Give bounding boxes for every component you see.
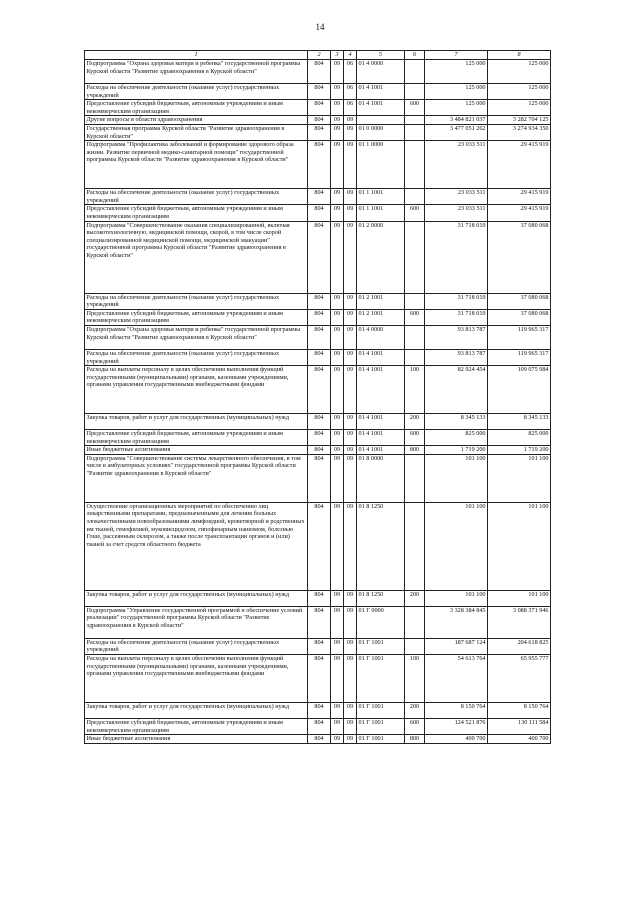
section-code-cell: 09 bbox=[331, 719, 344, 735]
amount-year2-cell: 29 415 919 bbox=[488, 189, 551, 205]
subsection-code-cell: 09 bbox=[344, 325, 357, 349]
subsection-code-cell: 09 bbox=[344, 414, 357, 430]
amount-year1-cell: 54 613 764 bbox=[425, 655, 488, 703]
budget-table bbox=[84, 50, 551, 744]
expense-type-cell bbox=[405, 293, 425, 309]
section-code-cell: 09 bbox=[331, 366, 344, 414]
amount-year2-cell: 109 075 984 bbox=[488, 366, 551, 414]
target-article-cell: 01 Г 1001 bbox=[357, 719, 405, 735]
row-name-cell: Подпрограмма "Профилактика заболеваний и формирование здорового образа жизни. Развитие первичной медико-санитарной помощи" государственной программы Курской области "Развитие здравоохранения в Курской области" bbox=[85, 141, 308, 189]
section-code-cell: 09 bbox=[331, 606, 344, 638]
table-row bbox=[85, 141, 551, 189]
grbs-code-cell: 804 bbox=[308, 638, 331, 654]
amount-year1-cell: 93 813 787 bbox=[425, 349, 488, 365]
subsection-code-cell: 09 bbox=[344, 205, 357, 221]
row-name-cell: Предоставление субсидий бюджетным, автономным учреждениям и иным некоммерческим организациям bbox=[85, 100, 308, 116]
amount-year2-cell: 1 719 200 bbox=[488, 446, 551, 455]
amount-year2-cell: 37 080 068 bbox=[488, 309, 551, 325]
subsection-code-cell: 09 bbox=[344, 502, 357, 590]
grbs-code-cell: 804 bbox=[308, 221, 331, 293]
target-article-cell: 01 1 1001 bbox=[357, 205, 405, 221]
table-row bbox=[85, 221, 551, 293]
section-code-cell: 09 bbox=[331, 446, 344, 455]
amount-year1-cell: 3 484 821 037 bbox=[425, 116, 488, 125]
row-name-cell: Предоставление субсидий бюджетным, автономным учреждениям и иным некоммерческим организациям bbox=[85, 430, 308, 446]
subsection-code-cell: 09 bbox=[344, 366, 357, 414]
subsection-code-cell: 09 bbox=[344, 430, 357, 446]
section-code-cell: 09 bbox=[331, 325, 344, 349]
section-code-cell: 09 bbox=[331, 349, 344, 365]
row-name-cell: Другие вопросы в области здравоохранения bbox=[85, 116, 308, 125]
amount-year1-cell: 187 687 124 bbox=[425, 638, 488, 654]
amount-year1-cell: 31 718 019 bbox=[425, 221, 488, 293]
grbs-code-cell: 804 bbox=[308, 84, 331, 100]
expense-type-cell: 600 bbox=[405, 100, 425, 116]
target-article-cell: 01 8 0000 bbox=[357, 454, 405, 502]
table-row bbox=[85, 60, 551, 84]
grbs-code-cell: 804 bbox=[308, 366, 331, 414]
grbs-code-cell: 804 bbox=[308, 293, 331, 309]
table-row bbox=[85, 366, 551, 414]
subsection-code-cell: 09 bbox=[344, 116, 357, 125]
section-code-cell: 09 bbox=[331, 454, 344, 502]
table-row bbox=[85, 100, 551, 116]
amount-year2-cell: 101 100 bbox=[488, 502, 551, 590]
grbs-code-cell: 804 bbox=[308, 454, 331, 502]
target-article-cell: 01 4 1001 bbox=[357, 366, 405, 414]
amount-year1-cell: 101 100 bbox=[425, 454, 488, 502]
target-article-cell: 01 8 1250 bbox=[357, 590, 405, 606]
amount-year2-cell: 3 274 934 350 bbox=[488, 124, 551, 140]
subsection-code-cell: 06 bbox=[344, 100, 357, 116]
amount-year2-cell: 8 345 133 bbox=[488, 414, 551, 430]
amount-year1-cell: 3 477 051 262 bbox=[425, 124, 488, 140]
row-name-cell: Предоставление субсидий бюджетным, автономным учреждениям и иным некоммерческим организациям bbox=[85, 205, 308, 221]
section-code-cell: 09 bbox=[331, 309, 344, 325]
amount-year1-cell: 31 718 019 bbox=[425, 293, 488, 309]
grbs-code-cell: 804 bbox=[308, 309, 331, 325]
row-name-cell: Расходы на обеспечение деятельности (оказание услуг) государственных учреждений bbox=[85, 84, 308, 100]
amount-year2-cell: 8 150 764 bbox=[488, 703, 551, 719]
subsection-code-cell: 09 bbox=[344, 221, 357, 293]
row-name-cell: Расходы на обеспечение деятельности (оказание услуг) государственных учреждений bbox=[85, 293, 308, 309]
amount-year1-cell: 125 000 bbox=[425, 84, 488, 100]
expense-type-cell: 600 bbox=[405, 205, 425, 221]
row-name-cell: Расходы на обеспечение деятельности (оказание услуг) государственных учреждений bbox=[85, 189, 308, 205]
row-name-cell: Подпрограмма "Совершенствование оказания специализированной, включая высокотехнологичную, медицинской помощи, скорой, в том числе скорой специализированной медицинской помощи, медицинской эвакуации" государственной программы Курской области "Развитие здравоохранения в Курской области" bbox=[85, 221, 308, 293]
amount-year2-cell: 3 282 704 125 bbox=[488, 116, 551, 125]
amount-year1-cell: 400 700 bbox=[425, 735, 488, 744]
row-name-cell: Подпрограмма "Управление государственной программой и обеспечение условий реализации" государственной программы Курской области "Развитие здравоохранения в Курской области" bbox=[85, 606, 308, 638]
expense-type-cell bbox=[405, 325, 425, 349]
target-article-cell: 01 Г 1001 bbox=[357, 655, 405, 703]
target-article-cell: 01 2 1001 bbox=[357, 309, 405, 325]
table-row bbox=[85, 325, 551, 349]
grbs-code-cell: 804 bbox=[308, 735, 331, 744]
section-code-cell: 09 bbox=[331, 655, 344, 703]
table-row bbox=[85, 502, 551, 590]
amount-year2-cell: 3 088 371 946 bbox=[488, 606, 551, 638]
amount-year2-cell: 825 000 bbox=[488, 430, 551, 446]
target-article-cell: 01 8 1250 bbox=[357, 502, 405, 590]
section-code-cell: 09 bbox=[331, 638, 344, 654]
section-code-cell: 09 bbox=[331, 141, 344, 189]
expense-type-cell bbox=[405, 141, 425, 189]
grbs-code-cell: 804 bbox=[308, 502, 331, 590]
table-row bbox=[85, 414, 551, 430]
expense-type-cell bbox=[405, 221, 425, 293]
table-row bbox=[85, 606, 551, 638]
row-name-cell: Государственная программа Курской области "Развитие здравоохранения в Курской области" bbox=[85, 124, 308, 140]
target-article-cell: 01 4 1001 bbox=[357, 430, 405, 446]
section-code-cell: 09 bbox=[331, 84, 344, 100]
target-article-cell: 01 4 1001 bbox=[357, 446, 405, 455]
subsection-code-cell: 09 bbox=[344, 124, 357, 140]
row-name-cell: Иные бюджетные ассигнования bbox=[85, 446, 308, 455]
page-number: 14 bbox=[315, 22, 325, 32]
grbs-code-cell: 804 bbox=[308, 205, 331, 221]
amount-year1-cell: 101 100 bbox=[425, 590, 488, 606]
section-code-cell: 09 bbox=[331, 703, 344, 719]
grbs-code-cell: 804 bbox=[308, 703, 331, 719]
amount-year2-cell: 37 080 068 bbox=[488, 221, 551, 293]
column-header: 4 bbox=[344, 51, 357, 60]
table-row bbox=[85, 116, 551, 125]
target-article-cell: 01 Г 0000 bbox=[357, 606, 405, 638]
expense-type-cell: 200 bbox=[405, 414, 425, 430]
section-code-cell: 09 bbox=[331, 116, 344, 125]
amount-year1-cell: 125 000 bbox=[425, 100, 488, 116]
subsection-code-cell: 06 bbox=[344, 84, 357, 100]
amount-year1-cell: 3 328 384 845 bbox=[425, 606, 488, 638]
table-row bbox=[85, 655, 551, 703]
amount-year2-cell: 125 000 bbox=[488, 84, 551, 100]
target-article-cell: 01 Г 1001 bbox=[357, 735, 405, 744]
subsection-code-cell: 09 bbox=[344, 655, 357, 703]
table-row bbox=[85, 454, 551, 502]
subsection-code-cell: 09 bbox=[344, 590, 357, 606]
amount-year2-cell: 125 000 bbox=[488, 60, 551, 84]
table-row bbox=[85, 703, 551, 719]
expense-type-cell: 600 bbox=[405, 719, 425, 735]
table-row bbox=[85, 719, 551, 735]
expense-type-cell: 800 bbox=[405, 446, 425, 455]
table-row bbox=[85, 349, 551, 365]
grbs-code-cell: 804 bbox=[308, 606, 331, 638]
expense-type-cell: 100 bbox=[405, 366, 425, 414]
amount-year1-cell: 125 000 bbox=[425, 60, 488, 84]
section-code-cell: 09 bbox=[331, 735, 344, 744]
column-header: 6 bbox=[405, 51, 425, 60]
subsection-code-cell: 09 bbox=[344, 189, 357, 205]
section-code-cell: 09 bbox=[331, 60, 344, 84]
target-article-cell: 01 1 0000 bbox=[357, 141, 405, 189]
expense-type-cell bbox=[405, 349, 425, 365]
expense-type-cell: 100 bbox=[405, 655, 425, 703]
expense-type-cell: 800 bbox=[405, 735, 425, 744]
amount-year1-cell: 23 033 511 bbox=[425, 205, 488, 221]
amount-year2-cell: 119 965 317 bbox=[488, 349, 551, 365]
subsection-code-cell: 09 bbox=[344, 719, 357, 735]
column-header: 7 bbox=[425, 51, 488, 60]
subsection-code-cell: 09 bbox=[344, 141, 357, 189]
target-article-cell: 01 4 1001 bbox=[357, 100, 405, 116]
expense-type-cell bbox=[405, 84, 425, 100]
target-article-cell: 01 Г 1001 bbox=[357, 703, 405, 719]
grbs-code-cell: 804 bbox=[308, 124, 331, 140]
subsection-code-cell: 09 bbox=[344, 606, 357, 638]
row-name-cell: Предоставление субсидий бюджетным, автономным учреждениям и иным некоммерческим организациям bbox=[85, 719, 308, 735]
amount-year1-cell: 8 345 133 bbox=[425, 414, 488, 430]
expense-type-cell bbox=[405, 606, 425, 638]
table-row bbox=[85, 309, 551, 325]
table-row bbox=[85, 189, 551, 205]
column-header: 1 bbox=[85, 51, 308, 60]
subsection-code-cell: 09 bbox=[344, 349, 357, 365]
row-name-cell: Расходы на выплаты персоналу в целях обеспечения выполнения функций государственными (муниципальными) органами, казенными учреждениями, органами управления государственными внебюджетными фондами bbox=[85, 366, 308, 414]
section-code-cell: 09 bbox=[331, 189, 344, 205]
section-code-cell: 09 bbox=[331, 205, 344, 221]
amount-year1-cell: 124 521 876 bbox=[425, 719, 488, 735]
table-row bbox=[85, 446, 551, 455]
row-name-cell: Закупка товаров, работ и услуг для государственных (муниципальных) нужд bbox=[85, 590, 308, 606]
subsection-code-cell: 09 bbox=[344, 735, 357, 744]
target-article-cell: 01 Г 1001 bbox=[357, 638, 405, 654]
grbs-code-cell: 804 bbox=[308, 189, 331, 205]
target-article-cell: 01 4 0000 bbox=[357, 325, 405, 349]
expense-type-cell: 600 bbox=[405, 430, 425, 446]
section-code-cell: 09 bbox=[331, 124, 344, 140]
subsection-code-cell: 06 bbox=[344, 60, 357, 84]
amount-year1-cell: 82 924 454 bbox=[425, 366, 488, 414]
amount-year1-cell: 31 718 019 bbox=[425, 309, 488, 325]
section-code-cell: 09 bbox=[331, 414, 344, 430]
target-article-cell: 01 1 1001 bbox=[357, 189, 405, 205]
table-row bbox=[85, 205, 551, 221]
expense-type-cell bbox=[405, 638, 425, 654]
section-code-cell: 09 bbox=[331, 293, 344, 309]
target-article-cell: 01 0 0000 bbox=[357, 124, 405, 140]
grbs-code-cell: 804 bbox=[308, 349, 331, 365]
grbs-code-cell: 804 bbox=[308, 325, 331, 349]
grbs-code-cell: 804 bbox=[308, 655, 331, 703]
expense-type-cell bbox=[405, 60, 425, 84]
target-article-cell: 01 4 0000 bbox=[357, 60, 405, 84]
amount-year1-cell: 825 000 bbox=[425, 430, 488, 446]
table-row bbox=[85, 590, 551, 606]
row-name-cell: Расходы на обеспечение деятельности (оказание услуг) государственных учреждений bbox=[85, 638, 308, 654]
row-name-cell: Иные бюджетные ассигнования bbox=[85, 735, 308, 744]
target-article-cell: 01 2 0000 bbox=[357, 221, 405, 293]
expense-type-cell: 600 bbox=[405, 309, 425, 325]
amount-year2-cell: 400 700 bbox=[488, 735, 551, 744]
section-code-cell: 09 bbox=[331, 590, 344, 606]
target-article-cell: 01 4 1001 bbox=[357, 84, 405, 100]
target-article-cell: 01 4 1001 bbox=[357, 349, 405, 365]
amount-year2-cell: 204 618 825 bbox=[488, 638, 551, 654]
subsection-code-cell: 09 bbox=[344, 309, 357, 325]
expense-type-cell: 200 bbox=[405, 590, 425, 606]
amount-year1-cell: 23 033 511 bbox=[425, 141, 488, 189]
subsection-code-cell: 09 bbox=[344, 293, 357, 309]
column-number-row bbox=[85, 51, 551, 60]
subsection-code-cell: 09 bbox=[344, 446, 357, 455]
amount-year2-cell: 119 965 317 bbox=[488, 325, 551, 349]
table-row bbox=[85, 84, 551, 100]
section-code-cell: 09 bbox=[331, 430, 344, 446]
expense-type-cell bbox=[405, 124, 425, 140]
amount-year1-cell: 8 150 764 bbox=[425, 703, 488, 719]
row-name-cell: Подпрограмма "Охрана здоровья матери и ребенка" государственной программы Курской области "Развитие здравоохранения в Курской области" bbox=[85, 325, 308, 349]
grbs-code-cell: 804 bbox=[308, 141, 331, 189]
table-row bbox=[85, 293, 551, 309]
row-name-cell: Закупка товаров, работ и услуг для государственных (муниципальных) нужд bbox=[85, 703, 308, 719]
grbs-code-cell: 804 bbox=[308, 100, 331, 116]
grbs-code-cell: 804 bbox=[308, 430, 331, 446]
amount-year2-cell: 65 955 777 bbox=[488, 655, 551, 703]
grbs-code-cell: 804 bbox=[308, 116, 331, 125]
row-name-cell: Предоставление субсидий бюджетным, автономным учреждениям и иным некоммерческим организациям bbox=[85, 309, 308, 325]
column-header: 8 bbox=[488, 51, 551, 60]
grbs-code-cell: 804 bbox=[308, 446, 331, 455]
table-row bbox=[85, 124, 551, 140]
subsection-code-cell: 09 bbox=[344, 454, 357, 502]
section-code-cell: 09 bbox=[331, 502, 344, 590]
column-header: 2 bbox=[308, 51, 331, 60]
amount-year2-cell: 125 000 bbox=[488, 100, 551, 116]
target-article-cell bbox=[357, 116, 405, 125]
expense-type-cell: 200 bbox=[405, 703, 425, 719]
target-article-cell: 01 2 1001 bbox=[357, 293, 405, 309]
target-article-cell: 01 4 1001 bbox=[357, 414, 405, 430]
amount-year2-cell: 101 100 bbox=[488, 590, 551, 606]
row-name-cell: Осуществление организационных мероприятий по обеспечению лиц лекарственными препаратами, предназначенными для лечения больных злокачественными новообразованиями лимфоидной, кроветворной и родственных им тканей, гемофилией, муковисцидозом, гипофизарным нанизмом, болезнью Гоше, рассеянным склерозом, а также после трансплантации органов и (или) тканей за счет средств областного бюджета bbox=[85, 502, 308, 590]
row-name-cell: Закупка товаров, работ и услуг для государственных (муниципальных) нужд bbox=[85, 414, 308, 430]
table-row bbox=[85, 735, 551, 744]
column-header: 3 bbox=[331, 51, 344, 60]
row-name-cell: Подпрограмма "Совершенствование системы лекарственного обеспечения, в том числе в амбулаторных условиях" государственной программы Курской области "Развитие здравоохранения в Курской области" bbox=[85, 454, 308, 502]
row-name-cell: Расходы на выплаты персоналу в целях обеспечения выполнения функций государственными (муниципальными) органами, казенными учреждениями, органами управления государственными внебюджетными фондами bbox=[85, 655, 308, 703]
grbs-code-cell: 804 bbox=[308, 60, 331, 84]
table-row bbox=[85, 430, 551, 446]
amount-year2-cell: 130 111 584 bbox=[488, 719, 551, 735]
amount-year1-cell: 1 719 200 bbox=[425, 446, 488, 455]
expense-type-cell bbox=[405, 502, 425, 590]
amount-year1-cell: 93 813 787 bbox=[425, 325, 488, 349]
subsection-code-cell: 09 bbox=[344, 703, 357, 719]
expense-type-cell bbox=[405, 454, 425, 502]
expense-type-cell bbox=[405, 116, 425, 125]
amount-year2-cell: 101 100 bbox=[488, 454, 551, 502]
amount-year2-cell: 37 080 068 bbox=[488, 293, 551, 309]
amount-year2-cell: 29 415 919 bbox=[488, 205, 551, 221]
row-name-cell: Подпрограмма "Охрана здоровья матери и ребенка" государственной программы Курской области "Развитие здравоохранения в Курской области" bbox=[85, 60, 308, 84]
column-header: 5 bbox=[357, 51, 405, 60]
subsection-code-cell: 09 bbox=[344, 638, 357, 654]
amount-year2-cell: 29 415 919 bbox=[488, 141, 551, 189]
grbs-code-cell: 804 bbox=[308, 590, 331, 606]
grbs-code-cell: 804 bbox=[308, 719, 331, 735]
section-code-cell: 09 bbox=[331, 221, 344, 293]
table-row bbox=[85, 638, 551, 654]
amount-year1-cell: 23 033 511 bbox=[425, 189, 488, 205]
expense-type-cell bbox=[405, 189, 425, 205]
row-name-cell: Расходы на обеспечение деятельности (оказание услуг) государственных учреждений bbox=[85, 349, 308, 365]
section-code-cell: 09 bbox=[331, 100, 344, 116]
amount-year1-cell: 101 100 bbox=[425, 502, 488, 590]
grbs-code-cell: 804 bbox=[308, 414, 331, 430]
